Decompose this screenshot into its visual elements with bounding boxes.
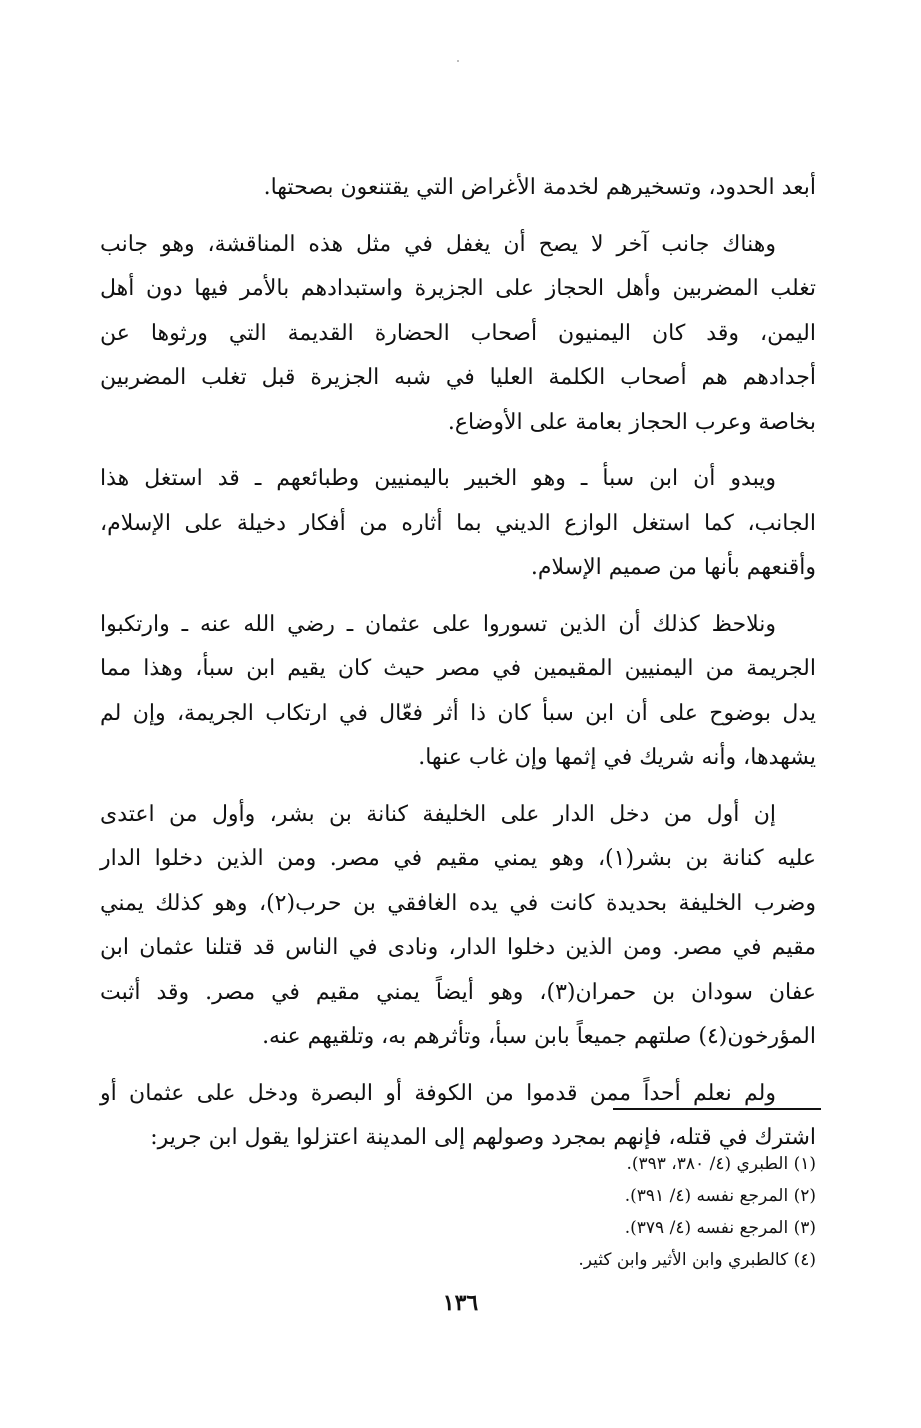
text-line: وهناك جانب آخر لا يصح أن يغفل في مثل هذه المناقشة، وهو جانب xyxy=(100,231,776,257)
footnote-1: (١) الطبري (٤/ ٣٨٠، ٣٩٣). xyxy=(626,1154,816,1174)
text-line: يشهدها، وأنه شريك في إثمها وإن غاب عنها. xyxy=(418,745,816,770)
text-line: ولم نعلم أحداً ممن قدموا من الكوفة أو البصرة ودخل على عثمان أو xyxy=(100,1080,776,1106)
scan-speck xyxy=(457,60,459,62)
text-line: عفان سودان بن حمران(٣)، وهو أيضاً يمني مقيم في مصر. وقد أثبت xyxy=(100,979,816,1005)
text-line: الجانب، كما استغل الوازع الديني بما أثاره من أفكار دخيلة على الإسلام، xyxy=(100,510,816,536)
text-line: الجريمة من اليمنيين المقيمين في مصر حيث كان يقيم ابن سبأ، وهذا مما xyxy=(100,656,816,681)
text-line: يدل بوضوح على أن ابن سبأ كان ذا أثر فعّال في ارتكاب الجريمة، وإن لم xyxy=(100,700,816,726)
main-text xyxy=(100,166,816,1173)
page-number: ١٣٦ xyxy=(442,1290,479,1316)
paragraph-2 xyxy=(100,223,816,446)
text-line: اليمن، وقد كان اليمنيون أصحاب الحضارة القديمة التي ورثوها عن xyxy=(100,320,816,346)
text-line: ويبدو أن ابن سبأ ـ وهو الخبير باليمنيين وطبائعهم ـ قد استغل هذا xyxy=(100,466,776,491)
footnotes xyxy=(316,1148,816,1276)
text-line: أبعد الحدود، وتسخيرهم لخدمة الأغراض التي يقتنعون بصحتها. xyxy=(263,175,816,200)
text-line: اشترك في قتله، فإنهم بمجرد وصولهم إلى المدينة اعتزلوا يقول ابن جرير: xyxy=(150,1125,816,1150)
footnote-2: (٢) المرجع نفسه (٤/ ٣٩١). xyxy=(624,1186,816,1206)
text-line: وأقنعهم بأنها من صميم الإسلام. xyxy=(530,555,816,580)
text-line: تغلب المضربين وأهل الحجاز على الجزيرة واستبدادهم بالأمر فيها دون أهل xyxy=(100,276,816,301)
text-line: المؤرخون(٤) صلتهم جميعاً بابن سبأ، وتأثرهم به، وتلقيهم عنه. xyxy=(262,1024,816,1049)
text-line: بخاصة وعرب الحجاز بعامة على الأوضاع. xyxy=(447,409,816,435)
paragraph-1 xyxy=(100,166,816,211)
footnote-separator xyxy=(613,1108,821,1110)
footnote-4: (٤) كالطبري وابن الأثير وابن كثير. xyxy=(578,1250,816,1270)
paragraph-5 xyxy=(100,793,816,1060)
paragraph-4 xyxy=(100,603,816,781)
text-line: مقيم في مصر. ومن الذين دخلوا الدار، ونادى في الناس قد قتلنا عثمان ابن xyxy=(100,935,816,960)
text-line: عليه كنانة بن بشر(١)، وهو يمني مقيم في مصر. ومن الذين دخلوا الدار xyxy=(100,846,817,871)
footnote-3: (٣) المرجع نفسه (٤/ ٣٧٩). xyxy=(624,1218,816,1238)
paragraph-3 xyxy=(100,457,816,591)
text-line: وضرب الخليفة بحديدة كانت في يده الغافقي بن حرب(٢)، وهو كذلك يمني xyxy=(100,890,816,916)
text-line: أجدادهم هم أصحاب الكلمة العليا في شبه الجزيرة قبل تغلب المضربين xyxy=(100,365,816,390)
text-line: إن أول من دخل الدار على الخليفة كنانة بن بشر، وأول من اعتدى xyxy=(100,801,776,827)
text-line: ونلاحظ كذلك أن الذين تسوروا على عثمان ـ رضي الله عنه ـ وارتكبوا xyxy=(100,611,776,637)
